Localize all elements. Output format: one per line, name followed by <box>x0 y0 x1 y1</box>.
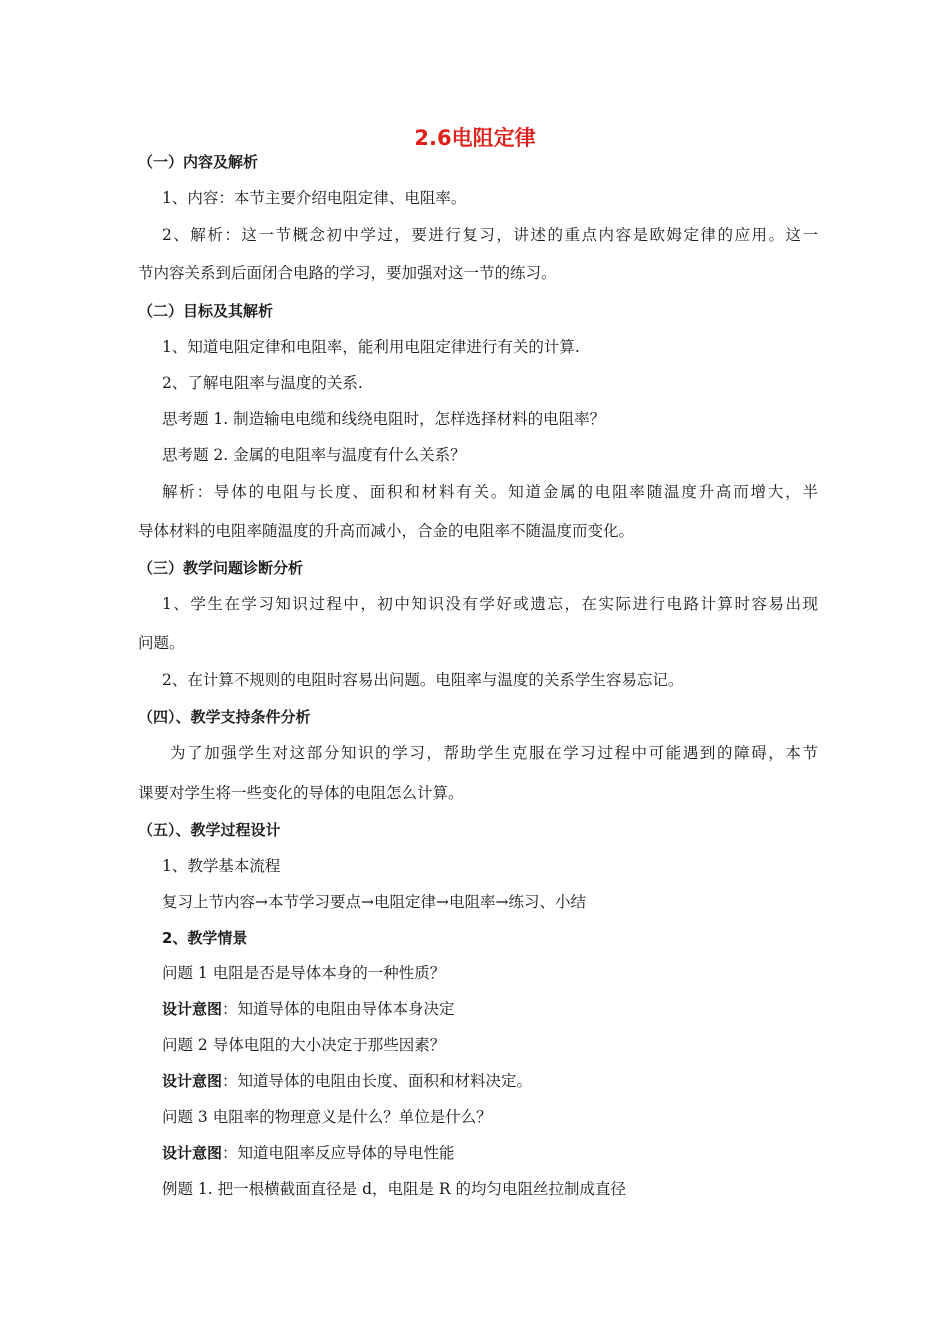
paragraph: 节内容关系到后面闭合电路的学习，要加强对这一节的练习。 <box>138 264 557 282</box>
paragraph: 解析：导体的电阻与长度、面积和材料有关。知道金属的电阻率随温度升高而增大，半 <box>162 483 818 501</box>
design-intent-label: 设计意图 <box>162 1000 223 1018</box>
example-text: 例题 1. 把一根横截面直径是 d，电阻是 R 的均匀电阻丝拉制成直径 <box>162 1180 627 1198</box>
section-heading-content: （一）内容及解析 <box>138 153 259 171</box>
design-intent <box>162 1142 818 1164</box>
question-text: 问题 2 导体电阻的大小决定于那些因素？ <box>162 1036 446 1054</box>
paragraph: 1、学生在学习知识过程中，初中知识没有学好或遗忘，在实际进行电路计算时容易出现 <box>162 595 818 613</box>
flow-text: 复习上节内容→本节学习要点→电阻定律→电阻率→练习、小结 <box>162 893 586 911</box>
design-intent-label: 设计意图 <box>162 1144 223 1162</box>
section-heading-support: （四）、教学支持条件分析 <box>138 708 311 726</box>
paragraph: 1、知道电阻定律和电阻率，能利用电阻定律进行有关的计算. <box>162 338 580 356</box>
design-intent-text: ：知道电阻率反应导体的导电性能 <box>222 1144 455 1162</box>
design-intent <box>162 998 818 1020</box>
section-heading-diagnosis: （三）教学问题诊断分析 <box>138 559 304 577</box>
paragraph: 为了加强学生对这部分知识的学习，帮助学生克服在学习过程中可能遇到的障碍，本节 <box>170 744 818 762</box>
question-text: 问题 3 电阻率的物理意义是什么？单位是什么？ <box>162 1108 492 1126</box>
paragraph: 1、教学基本流程 <box>162 857 281 875</box>
question-text: 问题 1 电阻是否是导体本身的一种性质？ <box>162 964 446 982</box>
section-heading-goals: （二）目标及其解析 <box>138 302 274 320</box>
paragraph: 2、在计算不规则的电阻时容易出问题。电阻率与温度的关系学生容易忘记。 <box>162 671 684 689</box>
design-intent <box>162 1070 818 1092</box>
subheading-scenario: 2、教学情景 <box>162 929 248 947</box>
paragraph: 导体材料的电阻率随温度的升高而减小，合金的电阻率不随温度而变化。 <box>138 522 635 540</box>
design-intent-text: ：知道导体的电阻由导体本身决定 <box>222 1000 455 1018</box>
paragraph: 课要对学生将一些变化的导体的电阻怎么计算。 <box>138 784 464 802</box>
question-text: 思考题 2. 金属的电阻率与温度有什么关系？ <box>162 446 466 464</box>
paragraph: 2、了解电阻率与温度的关系. <box>162 374 363 392</box>
section-heading-process: （五）、教学过程设计 <box>138 821 281 839</box>
design-intent-text: ：知道导体的电阻由长度、面积和材料决定。 <box>222 1072 533 1090</box>
paragraph: 2、解析：这一节概念初中学过，要进行复习，讲述的重点内容是欧姆定律的应用。这一 <box>162 226 818 244</box>
question-text: 思考题 1. 制造输电电缆和线绕电阻时，怎样选择材料的电阻率？ <box>162 410 606 428</box>
paragraph: 1、内容：本节主要介绍电阻定律、电阻率。 <box>162 189 467 207</box>
design-intent-label: 设计意图 <box>162 1072 223 1090</box>
paragraph: 问题。 <box>138 634 185 652</box>
page-title: 2.6电阻定律 <box>414 126 536 150</box>
